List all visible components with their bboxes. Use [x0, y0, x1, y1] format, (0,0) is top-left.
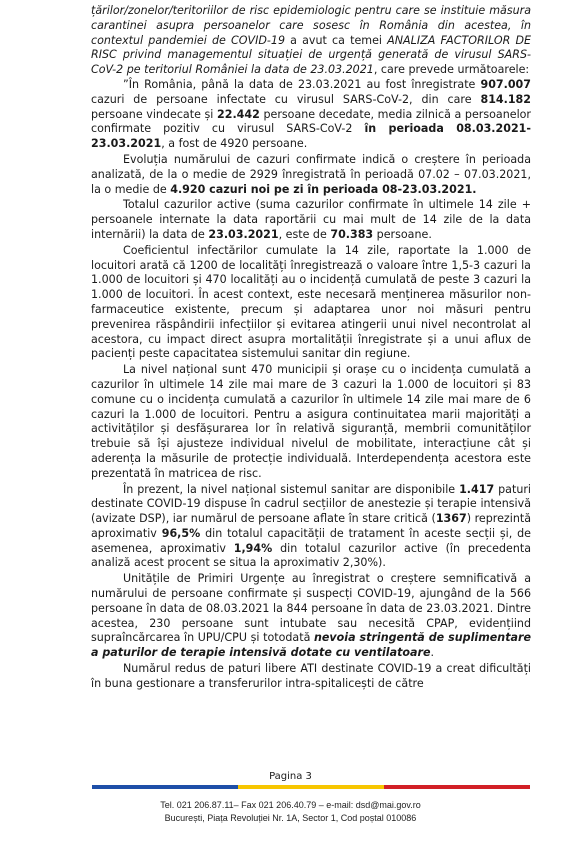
text-bold: 814.182 [480, 92, 531, 106]
text-bold: 1,94% [233, 541, 273, 555]
stripe-yellow [238, 785, 384, 789]
text: Evoluția numărului de cazuri confirmate indică o creștere în perioada analizată, de la o medie de 2929 înregistrată în perioadă 07.02 – 07.03.2021, la o medie de [91, 152, 531, 196]
tricolor-stripe [92, 785, 530, 789]
paragraph-icu-beds [91, 483, 531, 572]
text: cazuri de persoane infectate cu virusul SARS-CoV-2, din care [91, 92, 481, 106]
paragraph-evolution [91, 153, 531, 197]
text: paturi destinate COVID-19 dispuse în cadrul secțiilor de anestezie și terapie intensivă (avizate DSP), iar numărul de persoane aflate în stare critică ( [91, 482, 531, 526]
page-number: Pagina 3 [269, 771, 312, 782]
text: Totalul cazurilor active (suma cazurilor confirmate în ultimele 14 zile + persoanele internate la data raportării cu mai mult de 14 zile de la data internării) la data de [91, 198, 531, 241]
text-bold: 96,5% [161, 526, 201, 540]
paragraph-intro [91, 4, 531, 78]
text-bold: 70.383 [330, 227, 374, 241]
text: ) reprezintă aproximativ [91, 512, 532, 540]
text-bold: 1.417 [459, 482, 495, 496]
text: persoane decedate, media zilnică a persoanelor confirmate pozitiv cu virusul SARS-CoV-2 [91, 107, 531, 136]
text: În prezent, la nivel național sistemul sanitar are disponibile [123, 482, 460, 496]
text-bold: 907.007 [480, 77, 531, 91]
paragraph-national-level: La nivel național sunt 470 municipii și orașe cu o incidența cumulată a cazurilor în ultimele 14 zile mai mare de 3 cazuri la 1.000 de locuitori și 83 comune cu o incidența cumulată a cazurilor în ultimele 14 zile mai mare de 6 cazuri la 1.000 de locuitori. Pentru a asigura continuitatea marii majorități a activităților și desfășurarea lor în relativă siguranță, membrii comunităților trebuie să își ajusteze individual nivelul de mobilitate, interacțiune cât și aderența la măsurile de protecție individuală. Interdependența acestora este prezentată în matricea de risc. [91, 363, 531, 480]
text-bold: 23.03.2021 [208, 227, 279, 241]
paragraph-active-cases [91, 198, 531, 242]
stripe-blue [92, 785, 238, 789]
text-bold: 4.920 cazuri noi pe zi în perioada 08-23.03.2021. [170, 182, 477, 196]
document-body [91, 4, 531, 692]
text: persoane. [373, 227, 432, 241]
paragraph-quote-start [91, 78, 531, 152]
text: , care prevede următoarele: [373, 63, 530, 77]
text: persoane vindecate și [91, 107, 218, 121]
text: , este de [278, 227, 331, 241]
text-italic: ANALIZA FACTORILOR DE RISC privind managementul situației de urgență generată de virusul SARS-CoV-2 pe teritoriul României la data de 23.03.2021 [91, 33, 532, 77]
text: , a fost de 4920 persoane. [161, 137, 308, 151]
text: . [430, 646, 435, 660]
text-italic: țărilor/zonelor/teritoriilor de risc epidemiologic pentru care se instituie măsura carantinei asupra persoanelor care sosesc în România din acestea, în contextul pandemiei de COVID-19 [91, 4, 531, 47]
footer-contact: Tel. 021 206.87.11– Fax 021 206.40.79 – e-mail: dsd@mai.gov.ro [160, 800, 421, 810]
text-bold: 1367 [435, 512, 467, 526]
text: Unitățile de Primiri Urgențe au înregistrat o creștere semnificativă a numărului de persoane confirmate și suspecți COVID-19, ajungând de la 566 persoane în data de 08.03.2021 la 844 persoane în data de 23.03.2021. Dintre acestea, 230 persoane sunt intubate sau necesită CPAP, evidențiind supraîncărcarea în UPU/CPU și totodată [91, 572, 531, 645]
text: din totalul cazurilor active (în precedenta analiză acest procent se situa la aproximativ 2,30%). [91, 541, 531, 570]
paragraph-coefficient: Coeficientul infectărilor cumulate la 14 zile, raportate la 1.000 de locuitori arată că 1200 de localități înregistrează o valoare între 1,5-3 cazuri la 1.000 de locuitori și 470 localități au o incidență cumulată de peste 3 cazuri la 1.000 de locuitori. În acest context, este necesară menținerea măsurilor non-farmaceutice existente, precum și adaptarea unor noi măsuri pentru prevenirea răspândirii infecțiilor și evitarea atingerii unui nivel necontrolat al acestora, cu impact direct asupra mortalității înregistrate și a unui aflux de pacienți peste capacitatea sistemului sanitar din regiune. [91, 243, 531, 361]
text: ”În România, până la data de 23.03.2021 au fost înregistrate [123, 77, 481, 91]
paragraph-ati-beds: Numărul redus de paturi libere ATI destinate COVID-19 a creat dificultăți în buna gestionare a transferurilor intra-spitalicești de către [91, 662, 531, 690]
text-bold: în perioada 08.03.2021-23.03.2021 [91, 122, 531, 151]
text: a avut ca temei [285, 33, 388, 47]
stripe-red [384, 785, 530, 789]
footer-address: București, Piața Revoluției Nr. 1A, Sector 1, Cod poștal 010086 [164, 813, 417, 823]
text: din totalul capacității de tratament în aceste secții și, de asemenea, aproximativ [91, 526, 531, 555]
text-bold-italic: nevoia stringentă de suplimentare a paturilor de terapie intensivă dotate cu ventilatoare [91, 631, 531, 660]
page-footer [0, 799, 581, 825]
text-bold: 22.442 [217, 107, 260, 121]
paragraph-emergency-units [91, 572, 531, 661]
